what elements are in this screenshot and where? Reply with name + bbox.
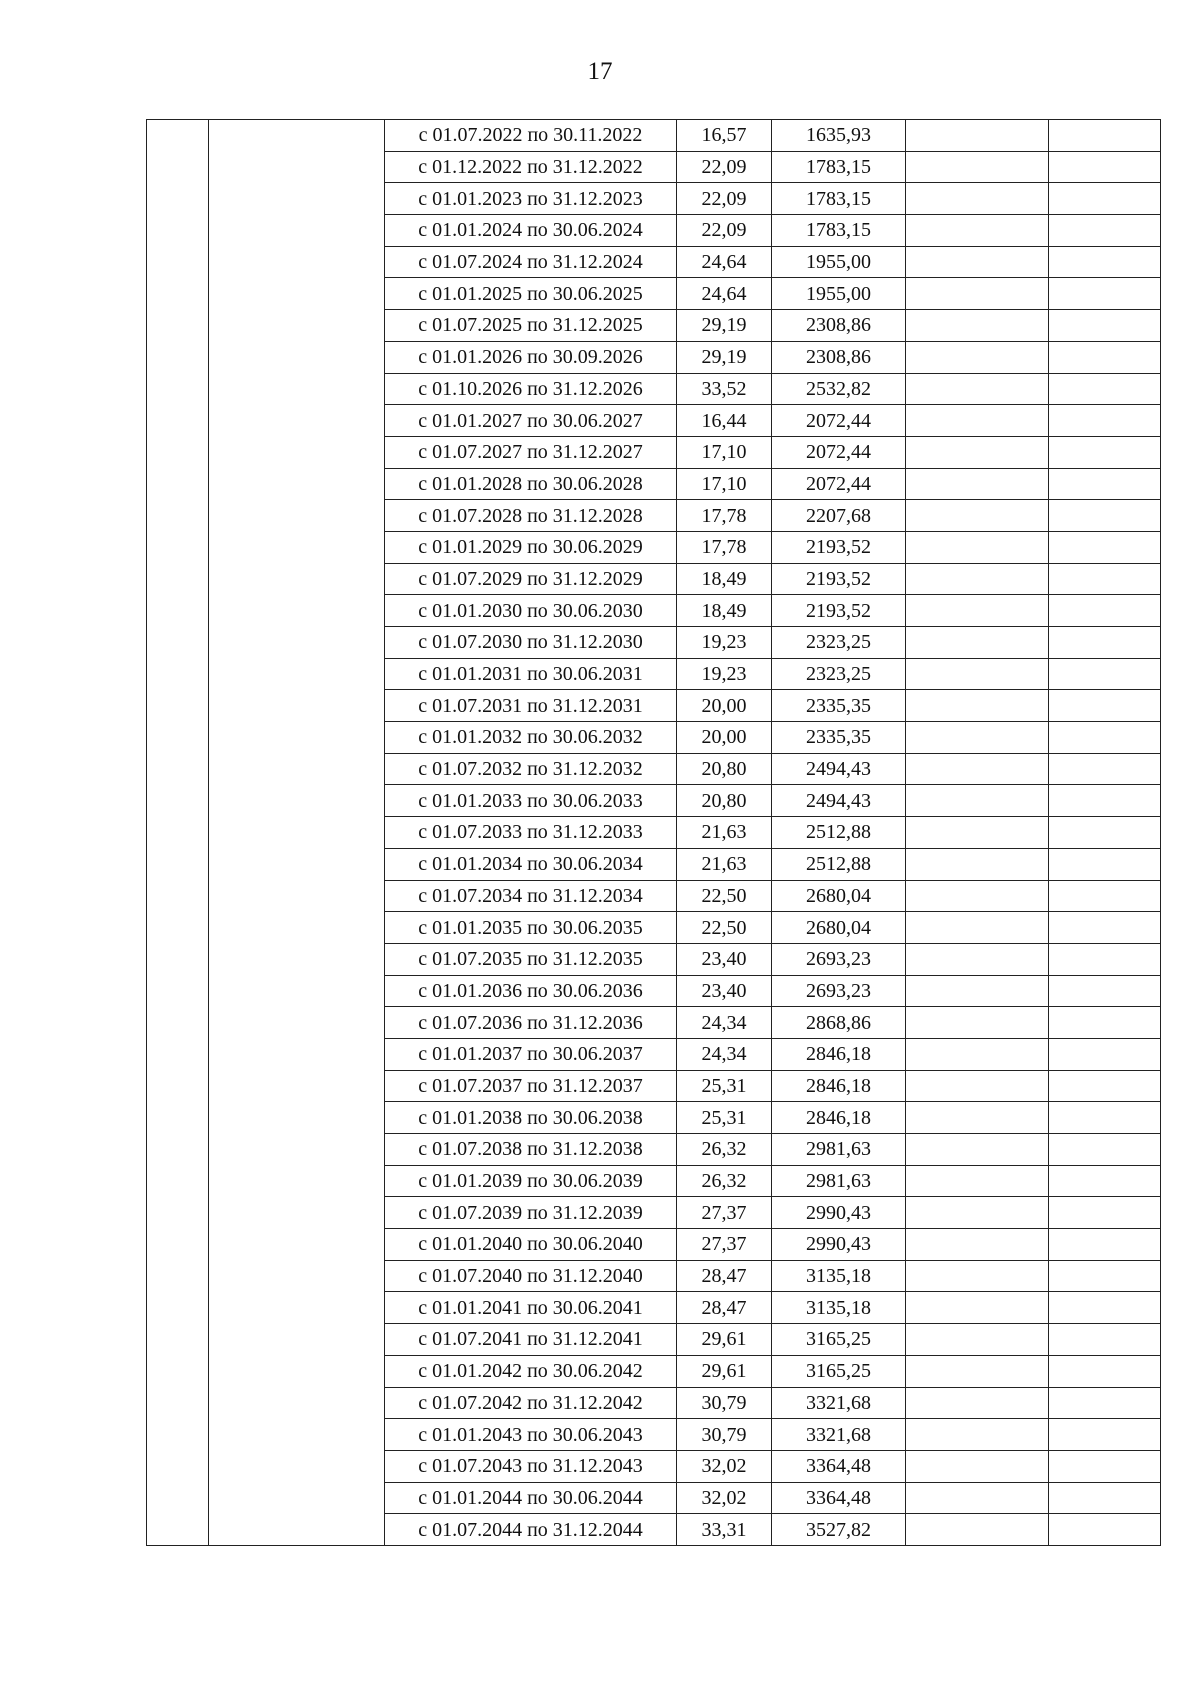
empty-cell-1	[906, 310, 1049, 342]
empty-cell-2	[1049, 1419, 1161, 1451]
rate-cell: 28,47	[677, 1260, 772, 1292]
rate-cell: 24,34	[677, 1038, 772, 1070]
empty-cell-2	[1049, 468, 1161, 500]
empty-cell-2	[1049, 975, 1161, 1007]
table-row	[147, 120, 1161, 152]
period-cell: с 01.07.2042 по 31.12.2042	[385, 1387, 677, 1419]
period-cell: с 01.01.2034 по 30.06.2034	[385, 848, 677, 880]
tariff-cell: 2846,18	[772, 1102, 906, 1134]
period-cell: с 01.07.2041 по 31.12.2041	[385, 1324, 677, 1356]
empty-cell-1	[906, 531, 1049, 563]
rate-cell: 22,50	[677, 912, 772, 944]
rate-cell: 22,50	[677, 880, 772, 912]
period-cell: с 01.01.2038 по 30.06.2038	[385, 1102, 677, 1134]
tariff-cell: 2846,18	[772, 1070, 906, 1102]
rate-cell: 33,31	[677, 1514, 772, 1546]
period-cell: с 01.01.2024 по 30.06.2024	[385, 215, 677, 247]
empty-cell-2	[1049, 531, 1161, 563]
empty-cell-2	[1049, 151, 1161, 183]
rate-cell: 19,23	[677, 658, 772, 690]
empty-cell-2	[1049, 1134, 1161, 1166]
rate-cell: 22,09	[677, 151, 772, 183]
period-cell: с 01.01.2042 по 30.06.2042	[385, 1355, 677, 1387]
empty-cell-2	[1049, 373, 1161, 405]
tariff-cell: 3135,18	[772, 1260, 906, 1292]
empty-cell-2	[1049, 785, 1161, 817]
empty-cell-1	[906, 658, 1049, 690]
empty-cell-2	[1049, 278, 1161, 310]
empty-cell-2	[1049, 1102, 1161, 1134]
period-cell: с 01.01.2023 по 31.12.2023	[385, 183, 677, 215]
empty-cell-2	[1049, 690, 1161, 722]
tariff-cell: 2494,43	[772, 785, 906, 817]
period-cell: с 01.01.2026 по 30.09.2026	[385, 341, 677, 373]
empty-cell-1	[906, 817, 1049, 849]
tariff-cell: 3135,18	[772, 1292, 906, 1324]
empty-cell-2	[1049, 658, 1161, 690]
tariff-cell: 1955,00	[772, 246, 906, 278]
rate-cell: 18,49	[677, 595, 772, 627]
period-cell: с 01.07.2031 по 31.12.2031	[385, 690, 677, 722]
empty-cell-2	[1049, 1165, 1161, 1197]
tariff-cell: 2693,23	[772, 975, 906, 1007]
rate-cell: 24,34	[677, 1007, 772, 1039]
period-cell: с 01.10.2026 по 31.12.2026	[385, 373, 677, 405]
empty-cell-2	[1049, 880, 1161, 912]
empty-cell-1	[906, 1419, 1049, 1451]
empty-cell-2	[1049, 310, 1161, 342]
period-cell: с 01.01.2028 по 30.06.2028	[385, 468, 677, 500]
empty-cell-2	[1049, 246, 1161, 278]
empty-cell-1	[906, 1355, 1049, 1387]
empty-cell-1	[906, 183, 1049, 215]
rate-cell: 32,02	[677, 1482, 772, 1514]
empty-cell-2	[1049, 1324, 1161, 1356]
tariff-cell: 2693,23	[772, 943, 906, 975]
period-cell: с 01.01.2029 по 30.06.2029	[385, 531, 677, 563]
tariff-cell: 2494,43	[772, 753, 906, 785]
empty-cell-1	[906, 1387, 1049, 1419]
tariff-cell: 2335,35	[772, 690, 906, 722]
tariff-cell: 1955,00	[772, 278, 906, 310]
empty-cell-1	[906, 1260, 1049, 1292]
blank-col-1	[147, 120, 209, 1546]
empty-cell-1	[906, 1134, 1049, 1166]
tariff-cell: 3364,48	[772, 1482, 906, 1514]
rate-cell: 24,64	[677, 246, 772, 278]
empty-cell-1	[906, 753, 1049, 785]
empty-cell-1	[906, 595, 1049, 627]
rate-cell: 27,37	[677, 1229, 772, 1261]
tariff-table-container	[146, 119, 1160, 1546]
tariff-cell: 3364,48	[772, 1450, 906, 1482]
rate-cell: 28,47	[677, 1292, 772, 1324]
tariff-cell: 1783,15	[772, 151, 906, 183]
period-cell: с 01.01.2035 по 30.06.2035	[385, 912, 677, 944]
empty-cell-2	[1049, 627, 1161, 659]
tariff-cell: 2680,04	[772, 880, 906, 912]
tariff-cell: 1635,93	[772, 120, 906, 152]
tariff-cell: 2981,63	[772, 1165, 906, 1197]
tariff-cell: 3165,25	[772, 1324, 906, 1356]
period-cell: с 01.01.2043 по 30.06.2043	[385, 1419, 677, 1451]
empty-cell-2	[1049, 1007, 1161, 1039]
tariff-cell: 2990,43	[772, 1229, 906, 1261]
rate-cell: 17,10	[677, 436, 772, 468]
rate-cell: 26,32	[677, 1134, 772, 1166]
empty-cell-1	[906, 785, 1049, 817]
empty-cell-1	[906, 975, 1049, 1007]
empty-cell-2	[1049, 722, 1161, 754]
empty-cell-2	[1049, 183, 1161, 215]
period-cell: с 01.07.2034 по 31.12.2034	[385, 880, 677, 912]
empty-cell-2	[1049, 595, 1161, 627]
rate-cell: 22,09	[677, 183, 772, 215]
empty-cell-2	[1049, 120, 1161, 152]
empty-cell-2	[1049, 943, 1161, 975]
tariff-cell: 1783,15	[772, 215, 906, 247]
tariff-cell: 2193,52	[772, 531, 906, 563]
tariff-cell: 2072,44	[772, 405, 906, 437]
rate-cell: 23,40	[677, 943, 772, 975]
period-cell: с 01.07.2035 по 31.12.2035	[385, 943, 677, 975]
empty-cell-1	[906, 1165, 1049, 1197]
empty-cell-1	[906, 943, 1049, 975]
empty-cell-1	[906, 722, 1049, 754]
empty-cell-1	[906, 373, 1049, 405]
rate-cell: 17,78	[677, 500, 772, 532]
tariff-table-body	[147, 120, 1161, 1546]
empty-cell-1	[906, 1197, 1049, 1229]
empty-cell-1	[906, 880, 1049, 912]
period-cell: с 01.01.2037 по 30.06.2037	[385, 1038, 677, 1070]
period-cell: с 01.07.2043 по 31.12.2043	[385, 1450, 677, 1482]
blank-col-2	[209, 120, 385, 1546]
empty-cell-1	[906, 120, 1049, 152]
empty-cell-1	[906, 278, 1049, 310]
period-cell: с 01.01.2031 по 30.06.2031	[385, 658, 677, 690]
period-cell: с 01.07.2025 по 31.12.2025	[385, 310, 677, 342]
rate-cell: 32,02	[677, 1450, 772, 1482]
rate-cell: 20,00	[677, 690, 772, 722]
rate-cell: 23,40	[677, 975, 772, 1007]
empty-cell-2	[1049, 1450, 1161, 1482]
tariff-cell: 2868,86	[772, 1007, 906, 1039]
empty-cell-2	[1049, 848, 1161, 880]
empty-cell-1	[906, 1292, 1049, 1324]
empty-cell-2	[1049, 1387, 1161, 1419]
empty-cell-2	[1049, 1038, 1161, 1070]
period-cell: с 01.01.2032 по 30.06.2032	[385, 722, 677, 754]
rate-cell: 22,09	[677, 215, 772, 247]
rate-cell: 18,49	[677, 563, 772, 595]
rate-cell: 30,79	[677, 1387, 772, 1419]
rate-cell: 26,32	[677, 1165, 772, 1197]
tariff-cell: 3321,68	[772, 1387, 906, 1419]
empty-cell-2	[1049, 341, 1161, 373]
tariff-cell: 2981,63	[772, 1134, 906, 1166]
rate-cell: 20,80	[677, 753, 772, 785]
period-cell: с 01.07.2027 по 31.12.2027	[385, 436, 677, 468]
period-cell: с 01.01.2033 по 30.06.2033	[385, 785, 677, 817]
empty-cell-1	[906, 246, 1049, 278]
rate-cell: 16,44	[677, 405, 772, 437]
empty-cell-2	[1049, 1070, 1161, 1102]
period-cell: с 01.07.2029 по 31.12.2029	[385, 563, 677, 595]
empty-cell-1	[906, 1102, 1049, 1134]
period-cell: с 01.01.2030 по 30.06.2030	[385, 595, 677, 627]
tariff-cell: 2846,18	[772, 1038, 906, 1070]
period-cell: с 01.07.2044 по 31.12.2044	[385, 1514, 677, 1546]
tariff-cell: 2193,52	[772, 595, 906, 627]
empty-cell-1	[906, 468, 1049, 500]
empty-cell-1	[906, 1482, 1049, 1514]
period-cell: с 01.07.2033 по 31.12.2033	[385, 817, 677, 849]
period-cell: с 01.01.2027 по 30.06.2027	[385, 405, 677, 437]
empty-cell-1	[906, 215, 1049, 247]
empty-cell-1	[906, 690, 1049, 722]
rate-cell: 29,19	[677, 341, 772, 373]
period-cell: с 01.07.2039 по 31.12.2039	[385, 1197, 677, 1229]
empty-cell-1	[906, 1007, 1049, 1039]
tariff-cell: 2990,43	[772, 1197, 906, 1229]
period-cell: с 01.07.2037 по 31.12.2037	[385, 1070, 677, 1102]
period-cell: с 01.07.2030 по 31.12.2030	[385, 627, 677, 659]
tariff-cell: 3165,25	[772, 1355, 906, 1387]
empty-cell-1	[906, 1324, 1049, 1356]
empty-cell-1	[906, 627, 1049, 659]
rate-cell: 25,31	[677, 1070, 772, 1102]
rate-cell: 20,80	[677, 785, 772, 817]
tariff-cell: 2072,44	[772, 436, 906, 468]
rate-cell: 29,19	[677, 310, 772, 342]
empty-cell-2	[1049, 1482, 1161, 1514]
rate-cell: 29,61	[677, 1355, 772, 1387]
empty-cell-2	[1049, 405, 1161, 437]
tariff-cell: 2680,04	[772, 912, 906, 944]
empty-cell-2	[1049, 753, 1161, 785]
rate-cell: 17,10	[677, 468, 772, 500]
rate-cell: 30,79	[677, 1419, 772, 1451]
tariff-cell: 2532,82	[772, 373, 906, 405]
tariff-cell: 2207,68	[772, 500, 906, 532]
rate-cell: 29,61	[677, 1324, 772, 1356]
period-cell: с 01.07.2028 по 31.12.2028	[385, 500, 677, 532]
empty-cell-1	[906, 912, 1049, 944]
empty-cell-2	[1049, 563, 1161, 595]
tariff-cell: 3321,68	[772, 1419, 906, 1451]
period-cell: с 01.01.2041 по 30.06.2041	[385, 1292, 677, 1324]
empty-cell-1	[906, 1514, 1049, 1546]
rate-cell: 27,37	[677, 1197, 772, 1229]
empty-cell-1	[906, 436, 1049, 468]
period-cell: с 01.01.2036 по 30.06.2036	[385, 975, 677, 1007]
empty-cell-2	[1049, 912, 1161, 944]
rate-cell: 21,63	[677, 848, 772, 880]
tariff-cell: 2512,88	[772, 848, 906, 880]
tariff-cell: 2512,88	[772, 817, 906, 849]
rate-cell: 33,52	[677, 373, 772, 405]
period-cell: с 01.07.2022 по 30.11.2022	[385, 120, 677, 152]
empty-cell-1	[906, 341, 1049, 373]
period-cell: с 01.12.2022 по 31.12.2022	[385, 151, 677, 183]
empty-cell-2	[1049, 1197, 1161, 1229]
empty-cell-2	[1049, 1229, 1161, 1261]
period-cell: с 01.07.2038 по 31.12.2038	[385, 1134, 677, 1166]
period-cell: с 01.01.2044 по 30.06.2044	[385, 1482, 677, 1514]
period-cell: с 01.01.2025 по 30.06.2025	[385, 278, 677, 310]
rate-cell: 21,63	[677, 817, 772, 849]
empty-cell-1	[906, 1450, 1049, 1482]
empty-cell-1	[906, 1038, 1049, 1070]
empty-cell-2	[1049, 1514, 1161, 1546]
rate-cell: 24,64	[677, 278, 772, 310]
page-number: 17	[587, 58, 613, 85]
period-cell: с 01.07.2024 по 31.12.2024	[385, 246, 677, 278]
empty-cell-1	[906, 1229, 1049, 1261]
empty-cell-1	[906, 1070, 1049, 1102]
empty-cell-2	[1049, 1355, 1161, 1387]
empty-cell-2	[1049, 1292, 1161, 1324]
empty-cell-2	[1049, 436, 1161, 468]
rate-cell: 19,23	[677, 627, 772, 659]
rate-cell: 25,31	[677, 1102, 772, 1134]
period-cell: с 01.07.2040 по 31.12.2040	[385, 1260, 677, 1292]
period-cell: с 01.01.2040 по 30.06.2040	[385, 1229, 677, 1261]
tariff-cell: 2323,25	[772, 658, 906, 690]
empty-cell-2	[1049, 1260, 1161, 1292]
empty-cell-1	[906, 563, 1049, 595]
empty-cell-1	[906, 848, 1049, 880]
tariff-cell: 2323,25	[772, 627, 906, 659]
empty-cell-1	[906, 151, 1049, 183]
tariff-table	[146, 119, 1161, 1546]
tariff-cell: 1783,15	[772, 183, 906, 215]
rate-cell: 17,78	[677, 531, 772, 563]
period-cell: с 01.01.2039 по 30.06.2039	[385, 1165, 677, 1197]
tariff-cell: 2072,44	[772, 468, 906, 500]
empty-cell-2	[1049, 215, 1161, 247]
rate-cell: 16,57	[677, 120, 772, 152]
empty-cell-1	[906, 405, 1049, 437]
tariff-cell: 2308,86	[772, 341, 906, 373]
tariff-cell: 2193,52	[772, 563, 906, 595]
tariff-cell: 3527,82	[772, 1514, 906, 1546]
empty-cell-2	[1049, 500, 1161, 532]
period-cell: с 01.07.2032 по 31.12.2032	[385, 753, 677, 785]
empty-cell-1	[906, 500, 1049, 532]
empty-cell-2	[1049, 817, 1161, 849]
tariff-cell: 2335,35	[772, 722, 906, 754]
rate-cell: 20,00	[677, 722, 772, 754]
period-cell: с 01.07.2036 по 31.12.2036	[385, 1007, 677, 1039]
tariff-cell: 2308,86	[772, 310, 906, 342]
